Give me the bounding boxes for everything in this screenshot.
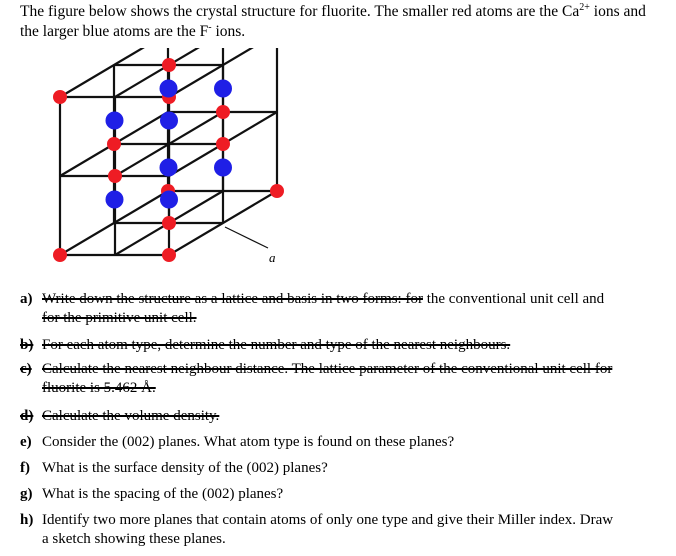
question-a-line2: for the primitive unit cell. <box>42 310 197 326</box>
ca-charge: 2+ <box>579 1 590 13</box>
f-atom <box>106 112 124 130</box>
f-atom <box>214 80 232 98</box>
question-b-label: b) <box>20 337 34 353</box>
lattice-parameter-line <box>225 227 268 248</box>
question-d-label: d) <box>20 408 34 424</box>
question-d-text: Calculate the volume density. <box>42 408 220 424</box>
f-atom <box>106 191 124 209</box>
f-atom <box>160 191 178 209</box>
question-c-line2: fluorite is 5.462 Å. <box>42 380 156 396</box>
question-f-label: f) <box>20 460 30 476</box>
question-a-label: a) <box>20 291 33 307</box>
question-c-label: c) <box>20 361 32 377</box>
question-g <box>20 485 670 504</box>
question-a-struck-text: Write down the structure as a lattice and basis in two forms: for <box>42 291 423 307</box>
f-atom <box>214 159 232 177</box>
ca-atom <box>162 58 176 72</box>
question-a-text: the conventional unit cell and <box>422 291 605 307</box>
question-e-text: Consider the (002) planes. What atom type is found on these planes? <box>42 434 455 450</box>
ca-atom <box>162 248 176 262</box>
question-c <box>20 360 670 398</box>
question-h-line2: a sketch showing these planes. <box>42 531 226 547</box>
ca-atom <box>53 90 67 104</box>
question-f-text: What is the surface density of the (002) planes? <box>42 460 328 476</box>
ca-atom <box>216 105 230 119</box>
ca-atom <box>162 216 176 230</box>
question-f <box>20 459 670 478</box>
question-a <box>20 290 670 328</box>
question-b <box>20 336 670 355</box>
intro-text-c: ions. <box>211 23 246 40</box>
f-atom <box>160 112 178 130</box>
ca-atom <box>107 137 121 151</box>
question-e <box>20 433 670 452</box>
ca-atom <box>108 169 122 183</box>
lattice-parameter-indicator <box>225 227 276 265</box>
question-g-label: g) <box>20 486 33 502</box>
question-h-line1: Identify two more planes that contain atoms of only one type and give their Miller index. Draw <box>42 512 614 528</box>
ca-atom <box>53 248 67 262</box>
question-e-label: e) <box>20 434 32 450</box>
question-c-text: Calculate the nearest neighbour distance. The lattice parameter of the conventional unit cell for <box>42 361 613 377</box>
question-g-text: What is the spacing of the (002) planes? <box>42 486 284 502</box>
ca-atom <box>216 137 230 151</box>
ca-atom <box>270 184 284 198</box>
f-atom <box>160 80 178 98</box>
fluorite-crystal-figure <box>40 48 290 273</box>
intro-text-a: The figure below shows the crystal structure for fluorite. The smaller red atoms are the Ca <box>20 3 580 20</box>
lattice-parameter-label: a <box>269 250 276 265</box>
intro-text-b: ions and the larger blue atoms are the F <box>20 3 646 40</box>
question-h-label: h) <box>20 512 34 528</box>
question-b-text: For each atom type, determine the number and type of the nearest neighbours. <box>42 337 511 353</box>
intro-paragraph <box>20 2 665 42</box>
question-d <box>20 407 670 426</box>
f-atom <box>160 159 178 177</box>
question-h <box>20 511 670 549</box>
f-charge: - <box>208 21 212 33</box>
